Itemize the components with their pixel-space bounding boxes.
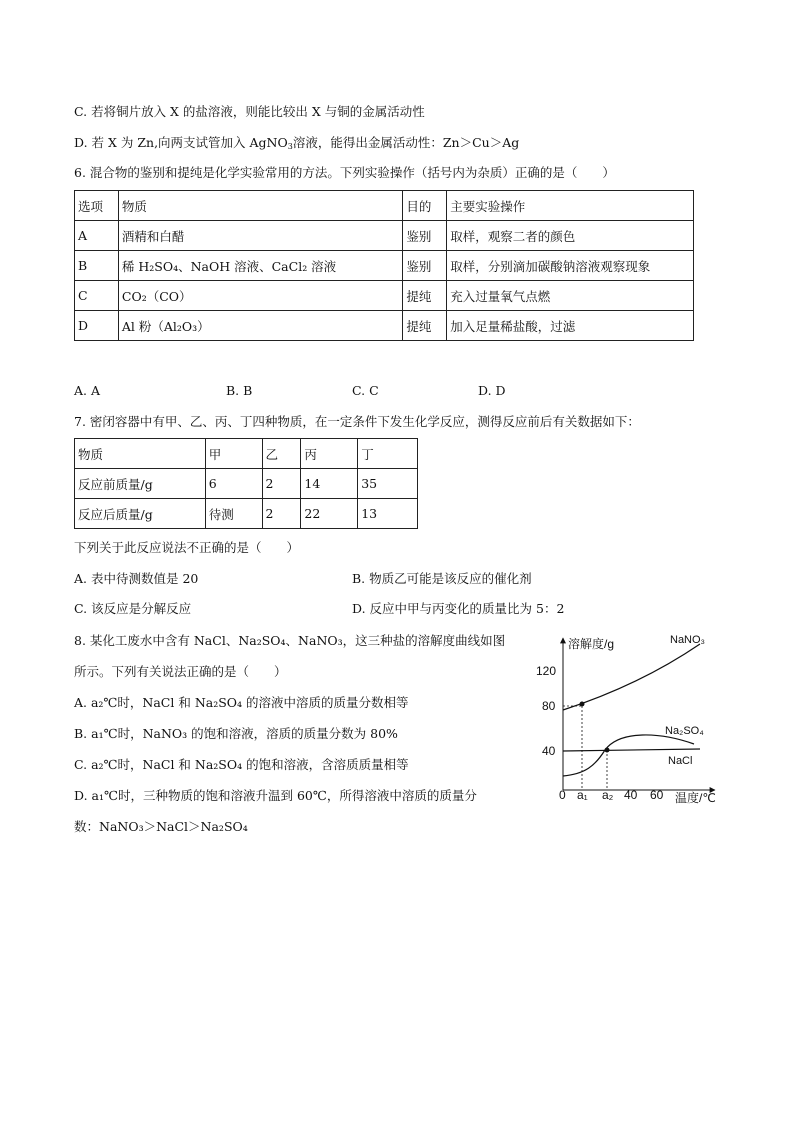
table-row: [75, 221, 694, 251]
q7-stem: 7. 密闭容器中有甲、乙、丙、丁四种物质，在一定条件下发生化学反应，测得反应前后有关数据如下：: [74, 414, 640, 429]
x-tick-label: 40: [624, 788, 638, 802]
q6-choice-d: D. D: [478, 383, 506, 398]
q8-stem-line1: 8. 某化工废水中含有 NaCl、Na₂SO₄、NaNO₃，这三种盐的溶解度曲线如图: [74, 633, 506, 648]
q8-stem-line2: 所示。下列有关说法正确的是（ ）: [74, 664, 287, 679]
table-header-row: [75, 191, 694, 221]
table-cell: 反应后质量/g: [75, 499, 206, 529]
header-cell: 丙: [301, 439, 358, 469]
nacl-curve: [563, 749, 700, 751]
purpose-cell: 提纯: [403, 311, 447, 341]
q7-question: 下列关于此反应说法不正确的是（ ）: [74, 540, 300, 555]
operation-cell: 充入过量氧气点燃: [447, 281, 694, 311]
x-tick-label: a₁: [577, 788, 588, 802]
header-cell: 乙: [262, 439, 301, 469]
operation-cell: 加入足量稀盐酸，过滤: [447, 311, 694, 341]
q6-table: [74, 190, 694, 341]
q6-stem: 6. 混合物的鉴别和提纯是化学实验常用的方法。下列实验操作（括号内为杂质）正确的是（ ）: [74, 165, 615, 180]
substance-cell: 酒精和白醋: [118, 221, 403, 251]
q7-choice-d: D. 反应中甲与丙变化的质量比为 5：2: [352, 601, 565, 616]
option-cell: A: [75, 221, 119, 251]
substance-cell: Al 粉（Al₂O₃）: [118, 311, 403, 341]
q7-choice-a: A. 表中待测数值是 20: [74, 571, 199, 586]
q6-choice-b: B. B: [226, 383, 253, 398]
substance-cell: 稀 H₂SO₄、NaOH 溶液、CaCl₂ 溶液: [118, 251, 403, 281]
q8-choice-a: A. a₂℃时，NaCl 和 Na₂SO₄ 的溶液中溶质的质量分数相等: [74, 695, 409, 710]
series-label-nacl: NaCl: [668, 755, 693, 767]
table-row: [75, 311, 694, 341]
y-axis-label: 溶解度/g: [568, 637, 615, 651]
table-cell: 35: [358, 469, 418, 499]
operation-cell: 取样，观察二者的颜色: [447, 221, 694, 251]
q6-choice-a: A. A: [74, 383, 101, 398]
table-cell: 2: [262, 499, 301, 529]
header-cell: 主要实验操作: [447, 191, 694, 221]
header-cell: 甲: [205, 439, 262, 469]
nano3-curve: [563, 644, 700, 710]
series-label-nano3: NaNO₃: [670, 634, 706, 646]
table-cell: 22: [301, 499, 358, 529]
x-tick-label: a₂: [602, 788, 614, 802]
table-cell: 反应前质量/g: [75, 469, 206, 499]
table-header-row: [75, 439, 418, 469]
table-cell: 6: [205, 469, 262, 499]
purpose-cell: 鉴别: [403, 221, 447, 251]
q8-choice-c: C. a₂℃时，NaCl 和 Na₂SO₄ 的饱和溶液，含溶质质量相等: [74, 757, 409, 772]
operation-cell: 取样，分别滴加碳酸钠溶液观察现象: [447, 251, 694, 281]
y-tick-label: 40: [542, 744, 556, 758]
table-row: [75, 251, 694, 281]
table-row: [75, 281, 694, 311]
x-axis-label: 温度/℃: [675, 791, 716, 805]
option-cell: D: [75, 311, 119, 341]
solubility-chart: [530, 628, 730, 810]
purpose-cell: 提纯: [403, 281, 447, 311]
table-cell: 2: [262, 469, 301, 499]
table-row: [75, 499, 418, 529]
option-cell: B: [75, 251, 119, 281]
x-tick-label: 60: [650, 788, 664, 802]
q5-option-d: D. 若 X 为 Zn,向两支试管加入 AgNO$_3$溶液，能得出金属活动性：Zn＞Cu＞Ag: [74, 135, 520, 151]
substance-cell: CO₂（CO）: [118, 281, 403, 311]
header-cell: 物质: [118, 191, 403, 221]
q8-choice-b: B. a₁℃时，NaNO₃ 的饱和溶液，溶质的质量分数为 80%: [74, 726, 398, 741]
table-cell: 14: [301, 469, 358, 499]
y-tick-label: 120: [536, 664, 557, 678]
header-cell: 目的: [403, 191, 447, 221]
q7-table: [74, 438, 418, 529]
point-a1: [580, 702, 585, 707]
option-cell: C: [75, 281, 119, 311]
table-cell: 待测: [205, 499, 262, 529]
header-cell: 选项: [75, 191, 119, 221]
x-tick-label: 0: [559, 788, 566, 802]
y-tick-label: 80: [542, 699, 556, 713]
series-label-na2so4: Na₂SO₄: [665, 725, 704, 737]
q8-choice-d-line1: D. a₁℃时，三种物质的饱和溶液升温到 60℃，所得溶液中溶质的质量分: [74, 788, 477, 803]
q7-choice-c: C. 该反应是分解反应: [74, 601, 192, 616]
point-a2: [605, 748, 610, 753]
table-cell: 13: [358, 499, 418, 529]
q5-option-c: C. 若将铜片放入 X 的盐溶液，则能比较出 X 与铜的金属活动性: [74, 104, 425, 119]
table-row: [75, 469, 418, 499]
header-cell: 物质: [75, 439, 206, 469]
purpose-cell: 鉴别: [403, 251, 447, 281]
header-cell: 丁: [358, 439, 418, 469]
q7-choice-b: B. 物质乙可能是该反应的催化剂: [352, 571, 532, 586]
q6-choice-c: C. C: [352, 383, 379, 398]
q8-choice-d-line2: 数：NaNO₃＞NaCl＞Na₂SO₄: [74, 819, 248, 834]
